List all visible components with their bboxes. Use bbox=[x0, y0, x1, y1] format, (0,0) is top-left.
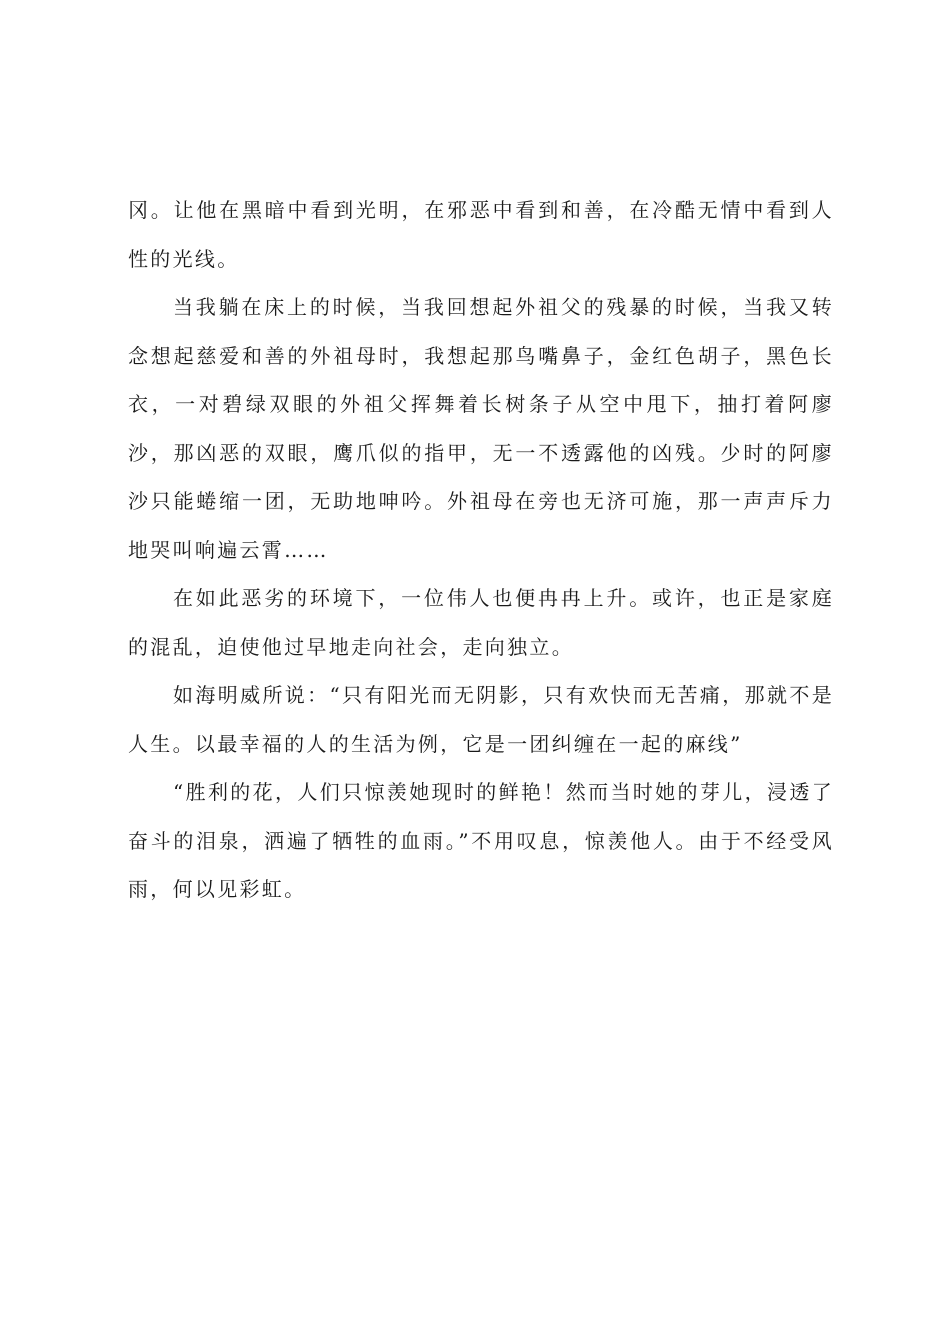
paragraph-4: 如海明威所说：“只有阳光而无阴影，只有欢快而无苦痛，那就不是人生。以最幸福的人的生活为例，它是一团纠缠在一起的麻线” bbox=[128, 683, 834, 756]
paragraph-5: “胜利的花，人们只惊羡她现时的鲜艳！然而当时她的芽儿，浸透了奋斗的泪泉，洒遍了牺牲的血雨。”不用叹息，惊羡他人。由于不经受风雨，何以见彩虹。 bbox=[128, 780, 834, 901]
paragraph-3: 在如此恶劣的环境下，一位伟人也便冉冉上升。或许，也正是家庭的混乱，迫使他过早地走向社会，走向独立。 bbox=[128, 586, 834, 659]
paragraph-2: 当我躺在床上的时候，当我回想起外祖父的残暴的时候，当我又转念想起慈爱和善的外祖母时，我想起那鸟嘴鼻子，金红色胡子，黑色长衣，一对碧绿双眼的外祖父挥舞着长树条子从空中甩下，抽打着阿廖沙，那凶恶的双眼，鹰爪似的指甲，无一不透露他的凶残。少时的阿廖沙只能蜷缩一团，无助地呻吟。外祖母在旁也无济可施，那一声声斥力地哭叫响遍云霄…… bbox=[128, 295, 834, 562]
document-body bbox=[128, 186, 834, 914]
paragraph-1: 冈。让他在黑暗中看到光明，在邪恶中看到和善，在冷酷无情中看到人性的光线。 bbox=[128, 198, 834, 271]
